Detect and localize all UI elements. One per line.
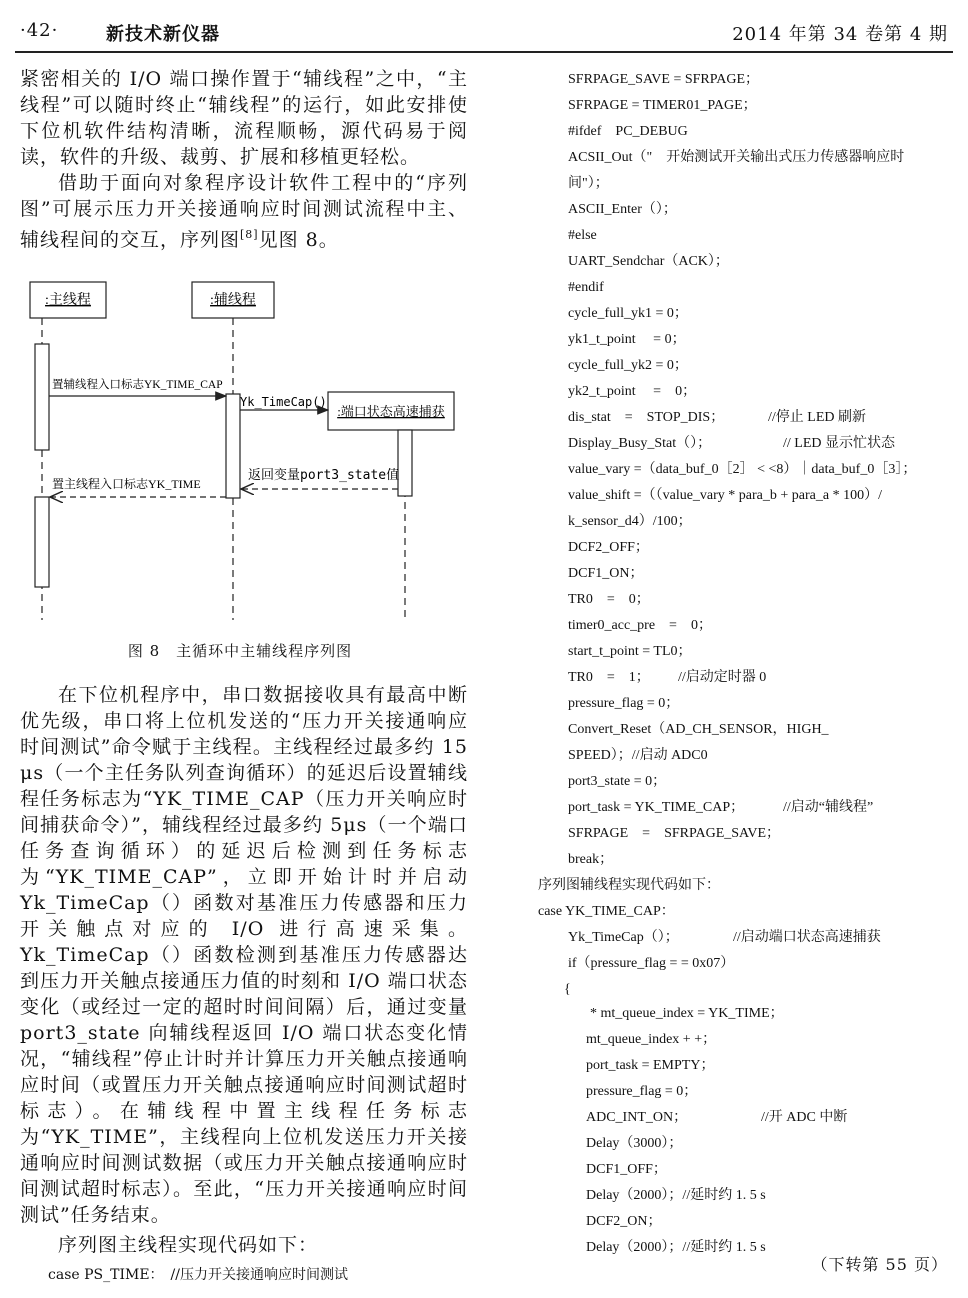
paragraph-2 <box>20 170 468 253</box>
port-activation <box>398 430 412 496</box>
code-text: value_vary =（data_buf_0［2］ < <8）｜data_buf_0［3］； <box>568 462 917 477</box>
code-text: k_sensor_d4）/100； <box>568 514 692 529</box>
code-text: DCF2_ON； <box>586 1214 662 1229</box>
page-header <box>0 0 968 56</box>
continued-note: （下转第 55 页） <box>811 1255 948 1274</box>
code-line <box>568 954 734 974</box>
code-text: pressure_flag = 0； <box>568 696 680 711</box>
code-line <box>568 434 895 454</box>
code-line <box>568 564 643 584</box>
left-column-body <box>20 682 468 1258</box>
code-text: cycle_full_yk2 = 0； <box>568 358 688 373</box>
code-text: Display_Busy_Stat（）； <box>568 436 712 451</box>
msg-call-label: Yk_TimeCap() <box>240 395 327 409</box>
code-line <box>568 460 916 480</box>
code-text: { <box>564 982 571 997</box>
code-line <box>568 486 882 506</box>
code-text: start_t_point = TL0； <box>568 644 692 659</box>
code-comment: // LED 显示忙状态 <box>783 436 895 451</box>
code-text: 间"）； <box>568 176 609 191</box>
code-text: ASCII_Enter（）； <box>568 202 677 217</box>
code-text: dis_stat = STOP_DIS； <box>568 410 725 425</box>
code-line <box>568 226 597 246</box>
code-text: TR0 = 1； <box>568 670 650 685</box>
code-line <box>568 772 666 792</box>
code-line <box>568 148 904 168</box>
code-line <box>538 902 675 922</box>
sequence-diagram <box>0 270 480 630</box>
code-line <box>568 252 729 272</box>
code-line <box>568 330 686 350</box>
code-text: ACSII_Out（" 开始测试开关输出式压力传感器响应时 <box>568 150 905 165</box>
code-comment: //启动端口状态高速捕获 <box>733 930 881 945</box>
code-line <box>586 1238 766 1258</box>
code-text: #endif <box>568 280 604 295</box>
code-text: port3_state = 0； <box>568 774 667 789</box>
left-column-intro <box>20 66 468 253</box>
code-text: SFRPAGE = TIMER01_PAGE； <box>568 98 757 113</box>
code-text: cycle_full_yk1 = 0； <box>568 306 688 321</box>
code-text: DCF1_ON； <box>568 566 644 581</box>
code-text: mt_queue_index + +； <box>586 1032 717 1047</box>
issue-info: 2014 年第 34 卷第 4 期 <box>732 24 948 45</box>
code-text: 序列图辅线程实现代码如下： <box>538 878 720 893</box>
msg-set-main-label: 置主线程入口标志YK_TIME <box>52 477 201 491</box>
code-line <box>568 356 688 376</box>
code-line <box>538 876 720 896</box>
figure-caption: 图 8 主循环中主辅线程序列图 <box>127 642 353 660</box>
code-text: pressure_flag = 0； <box>586 1084 698 1099</box>
code-line <box>568 642 692 662</box>
code-text: ADC_INT_ON； <box>586 1110 688 1125</box>
code-line <box>564 980 571 1000</box>
page-number: ·42· <box>20 20 59 41</box>
code-line <box>586 1134 682 1154</box>
code-text: port_task = YK_TIME_CAP； <box>568 800 745 815</box>
code-text: UART_Sendchar（ACK）； <box>568 254 729 269</box>
code-line <box>586 1030 716 1050</box>
code-text: TR0 = 0； <box>568 592 650 607</box>
code-text: SPEED）；//启动 ADC0 <box>568 748 708 763</box>
code-comment: //启动“辅线程” <box>783 800 874 815</box>
code-line <box>568 382 696 402</box>
paragraph-2-text: 借助于面向对象程序设计软件工程中的“序列图”可展示压力开关接通响应时间测试流程中主、辅线程间的交互，序列图 <box>20 172 468 251</box>
code-text: DCF2_OFF； <box>568 540 649 555</box>
port-capture-label: :端口状态高速捕获 <box>337 404 445 419</box>
code-case-ps-time: case PS_TIME： //压力开关接通响应时间测试 <box>48 1267 348 1283</box>
paragraph-1: 紧密相关的 I/O 端口操作置于“辅线程”之中，“主线程”可以随时终止“辅线程”的运行，如此安排使下位机软件结构清晰，流程顺畅，源代码易于阅读，软件的升级、裁剪、扩展和移植更轻松。 <box>20 68 468 168</box>
paragraph-4: 序列图主线程实现代码如下： <box>58 1234 319 1256</box>
code-line <box>586 1212 661 1232</box>
code-line <box>586 1056 714 1076</box>
code-line <box>586 1186 766 1206</box>
code-line <box>590 1004 784 1024</box>
code-text: break； <box>568 852 614 867</box>
code-text: SFRPAGE = SFRPAGE_SAVE； <box>568 826 781 841</box>
code-line <box>568 694 679 714</box>
code-text: Convert_Reset（AD_CH_SENSOR，HIGH_ <box>568 722 829 737</box>
code-comment: //停止 LED 刷新 <box>768 410 866 425</box>
code-line <box>568 850 613 870</box>
code-line <box>568 174 609 194</box>
main-thread-label: :主线程 <box>45 293 91 308</box>
code-line <box>568 538 649 558</box>
paragraph-2-tail: 见图 8。 <box>258 229 339 251</box>
code-text: #else <box>568 228 597 243</box>
code-comment: //启动定时器 0 <box>678 670 767 685</box>
code-text: Delay（2000）；//延时约 1. 5 s <box>586 1188 766 1203</box>
code-line <box>568 304 688 324</box>
code-text: DCF1_OFF； <box>586 1162 667 1177</box>
code-comment: //开 ADC 中断 <box>761 1110 848 1125</box>
code-text: Delay（2000）；//延时约 1. 5 s <box>586 1240 766 1255</box>
code-line <box>568 668 767 688</box>
msg-set-aux-label: 置辅线程入口标志YK_TIME_CAP <box>52 379 223 391</box>
code-line <box>568 928 881 948</box>
code-text: port_task = EMPTY； <box>586 1058 715 1073</box>
code-text: timer0_acc_pre = 0； <box>568 618 712 633</box>
code-line <box>568 746 708 766</box>
code-line <box>568 70 759 90</box>
paragraph-3: 在下位机程序中，串口数据接收具有最高中断优先级，串口将上位机发送的“压力开关接通响应时间测试”命令赋于主线程。主线程经过最多约 15 μs（一个主任务队列查询循环）的延迟后设置辅线程任务标志为“YK_TIME_CAP（压力开关响应时间捕获命令）”，辅线程经过最多约 5μs（一个端口任务查询循环）的延迟后检测到任务标志为“YK_TIME_CAP”，立即开始计时并启动 Yk_TimeCap（）函数对基准压力传感器和压力开关触点对应的 I/O 进行高速采集。Yk_TimeCap（）函数检测到基准压力传感器达到压力开关触点接通压力值的时刻和 I/O 端口状态变化（或经过一定的超时时间间隔）后，通过变量 port3_state 向辅线程返回 I/O 端口状态变化情况，“辅线程”停止计时并计算压力开关触点接通响应时间（或置压力开关触点接通响应时间测试超时标志）。在辅线程中置主线程任务标志为“YK_TIME”，主线程向上位机发送压力开关接通响应时间测试数据（或压力开关触点接通响应时间测试超时标志）。至此，“压力开关接通响应时间测试”任务结束。 <box>20 684 468 1226</box>
code-text: Yk_TimeCap（）； <box>568 930 679 945</box>
msg-return-label: 返回变量port3_state值 <box>248 468 400 483</box>
code-line <box>568 122 688 142</box>
code-text: yk1_t_point = 0； <box>568 332 686 347</box>
code-line <box>568 798 874 818</box>
code-line <box>568 720 829 740</box>
code-line <box>586 1082 697 1102</box>
code-text: Delay（3000）； <box>586 1136 683 1151</box>
code-line <box>568 200 677 220</box>
code-line <box>586 1160 667 1180</box>
header-rule <box>15 51 953 53</box>
code-line <box>568 96 757 116</box>
code-line <box>568 824 780 844</box>
code-text: * mt_queue_index = YK_TIME； <box>590 1006 784 1021</box>
code-line <box>568 590 650 610</box>
main-activation-1 <box>35 344 49 450</box>
main-activation-2 <box>35 497 49 587</box>
code-line <box>568 278 604 298</box>
code-text: case YK_TIME_CAP： <box>538 904 675 919</box>
aux-thread-label: :辅线程 <box>210 293 256 308</box>
code-line <box>568 616 712 636</box>
code-line <box>568 408 866 428</box>
code-text: SFRPAGE_SAVE = SFRPAGE； <box>568 72 760 87</box>
code-text: value_shift =（（value_vary * para_b + para_a * 100）/ <box>568 488 882 503</box>
code-line <box>586 1108 848 1128</box>
aux-activation <box>226 394 240 498</box>
citation-ref: [8] <box>240 228 259 241</box>
journal-section: 新技术新仪器 <box>106 24 220 45</box>
code-text: if（pressure_flag = = 0x07） <box>568 956 735 971</box>
code-text: #ifdef PC_DEBUG <box>568 124 688 139</box>
code-line <box>568 512 692 532</box>
code-text: yk2_t_point = 0； <box>568 384 697 399</box>
